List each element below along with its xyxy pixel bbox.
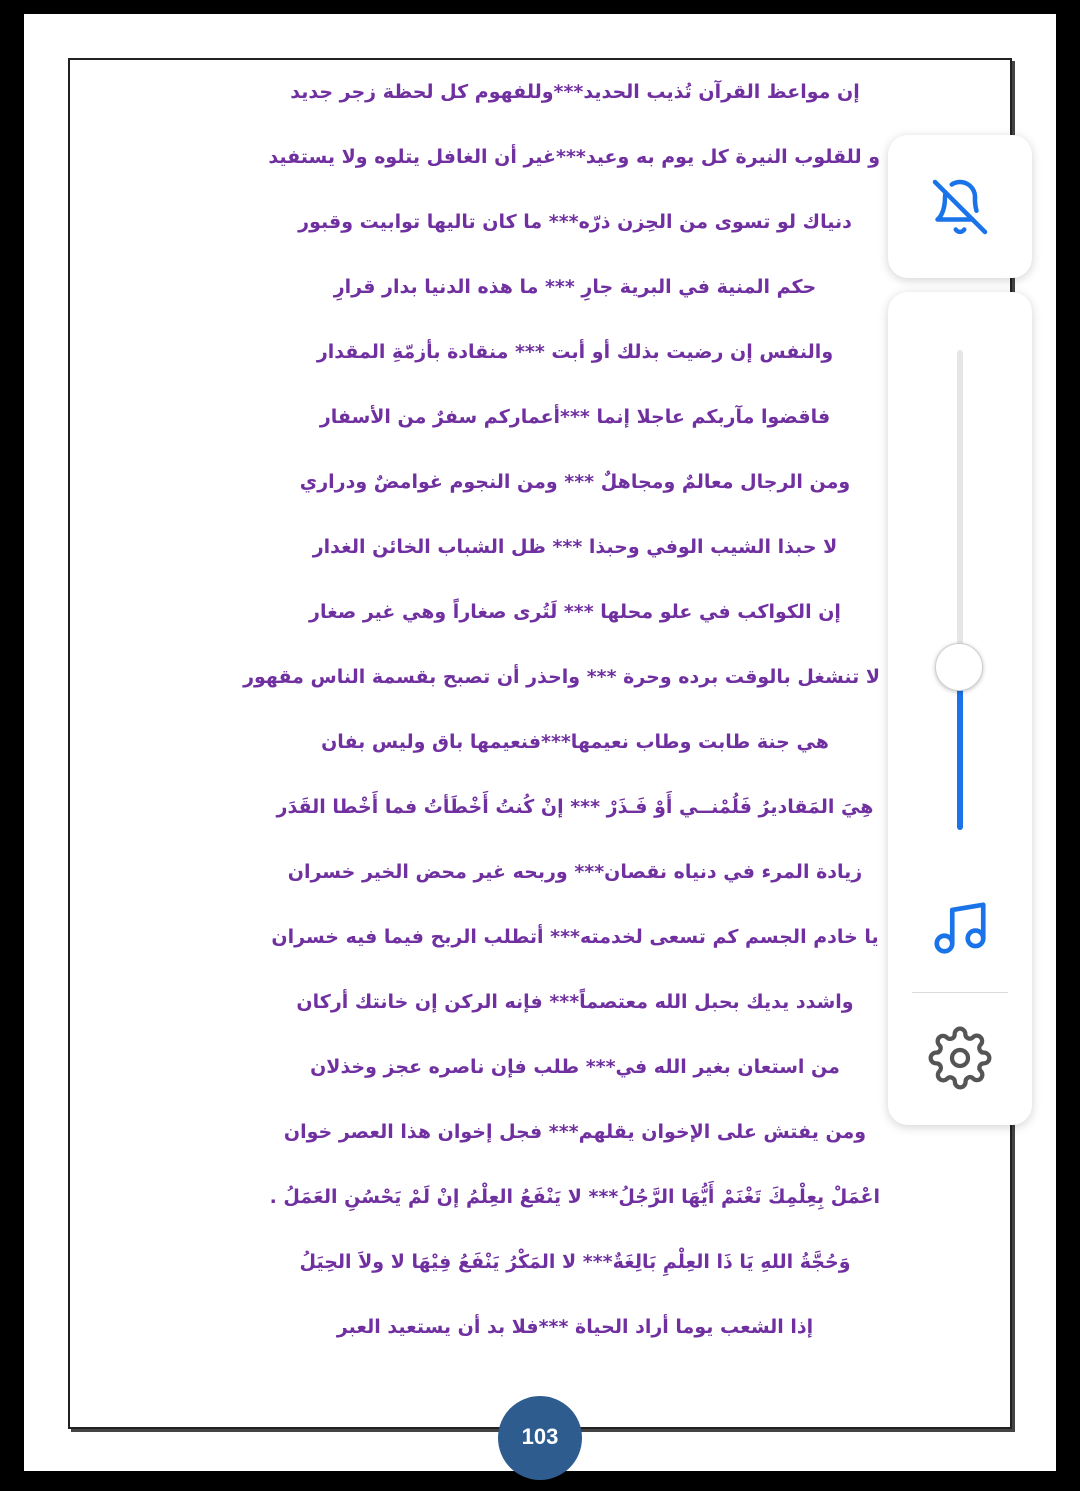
music-button[interactable] <box>924 892 996 964</box>
verse-line: هي جنة طابت وطاب نعيمها***فنعيمها باق وليس بفان <box>321 731 829 753</box>
settings-button[interactable] <box>924 1022 996 1094</box>
verse-line: واشدد يديك بحبل الله معتصماً*** فإنه الركن إن خانتك أركان <box>296 991 854 1013</box>
verse-line: دنياك لو تسوى من الحِزن ذرّه*** ما كان تاليها توابيت وقبور <box>298 211 852 233</box>
mute-button[interactable] <box>924 171 996 243</box>
verse-line: زيادة المرء في دنياه نقصان*** وربحه غير محض الخير خسران <box>287 861 863 883</box>
verse-line: فاقضوا مآربكم عاجلا إنما ***أعماركم سفرٌ من الأسفار <box>319 406 831 428</box>
music-note-icon <box>929 897 991 959</box>
volume-slider-thumb[interactable] <box>935 643 983 691</box>
mute-panel <box>888 135 1032 278</box>
verse-line: إذا الشعب يوما أراد الحياة ***فلا بد أن يستعيد العبر <box>336 1316 814 1338</box>
verse-line: ومن يفتش على الإخوان يقلهم*** فجل إخوان هذا العصر خوان <box>283 1121 867 1143</box>
panel-divider <box>912 992 1008 993</box>
bell-off-icon <box>930 177 990 237</box>
verse-line: من استعان بغير الله في*** طلب فإن ناصره عجز وخذلان <box>310 1056 840 1078</box>
volume-slider[interactable] <box>957 350 963 830</box>
verse-line: لا حبذا الشيب الوفي وحبذا *** ظل الشباب الخائن الغدار <box>312 536 838 558</box>
verse-line: والنفس إن رضيت بذلك أو أبت *** منقادة بأزمّةِ المقدار <box>316 341 834 363</box>
verse-line: اعْمَلْ بِعِلْمِكَ تَغْنَمْ أَيُّهَا الرَّجُلُ*** لا يَنْفَعُ العِلْمُ إنْ لَمْ يَحْسُنِ العَمَلُ . <box>269 1186 880 1208</box>
page-border-frame <box>68 58 1012 1429</box>
audio-control-panel <box>888 292 1032 1125</box>
verse-line: لا تنشغل بالوقت برده وحرة *** واحذر أن تصبح بقسمة الناس مقهور <box>243 666 880 688</box>
verse-line: يا خادم الجسم كم تسعى لخدمته*** أتطلب الربح فيما فيه خسران <box>271 926 879 948</box>
verse-line: و للقلوب النيرة كل يوم به وعيد***غير أن الغافل يتلوه ولا يستفيد <box>268 146 880 168</box>
verse-line: إن مواعظ القرآن تُذيب الحديد***وللفهوم كل لحظة زجر جديد <box>290 81 860 103</box>
gear-icon <box>928 1026 992 1090</box>
verse-line: وَحُجَّةُ اللهِ يَا ذَا العِلْمِ بَالِغَةٌ*** لا المَكْرُ يَنْفَعُ فِيْهَا لا ولاَ الحِيَلُ <box>299 1251 851 1273</box>
verse-line: ومن الرجال معالمٌ ومجاهلٌ *** ومن النجوم غوامضٌ ودراري <box>299 471 851 493</box>
verse-line: إن الكواكب في علو محلها *** لَتُرى صغاراً وهي غير صغار <box>309 601 841 623</box>
page-number-badge: 103 <box>498 1396 582 1480</box>
volume-slider-fill <box>957 667 963 830</box>
verse-line: هِيَ المَقاديرُ فَلُمْنــي أَوْ فَـذَرْ *** إنْ كُنتُ أَخْطَأتُ فما أَخْطا القَدَر <box>276 796 874 818</box>
verse-line: حكم المنية في البرية جارِ *** ما هذه الدنيا بدار قرارِ <box>333 276 817 298</box>
